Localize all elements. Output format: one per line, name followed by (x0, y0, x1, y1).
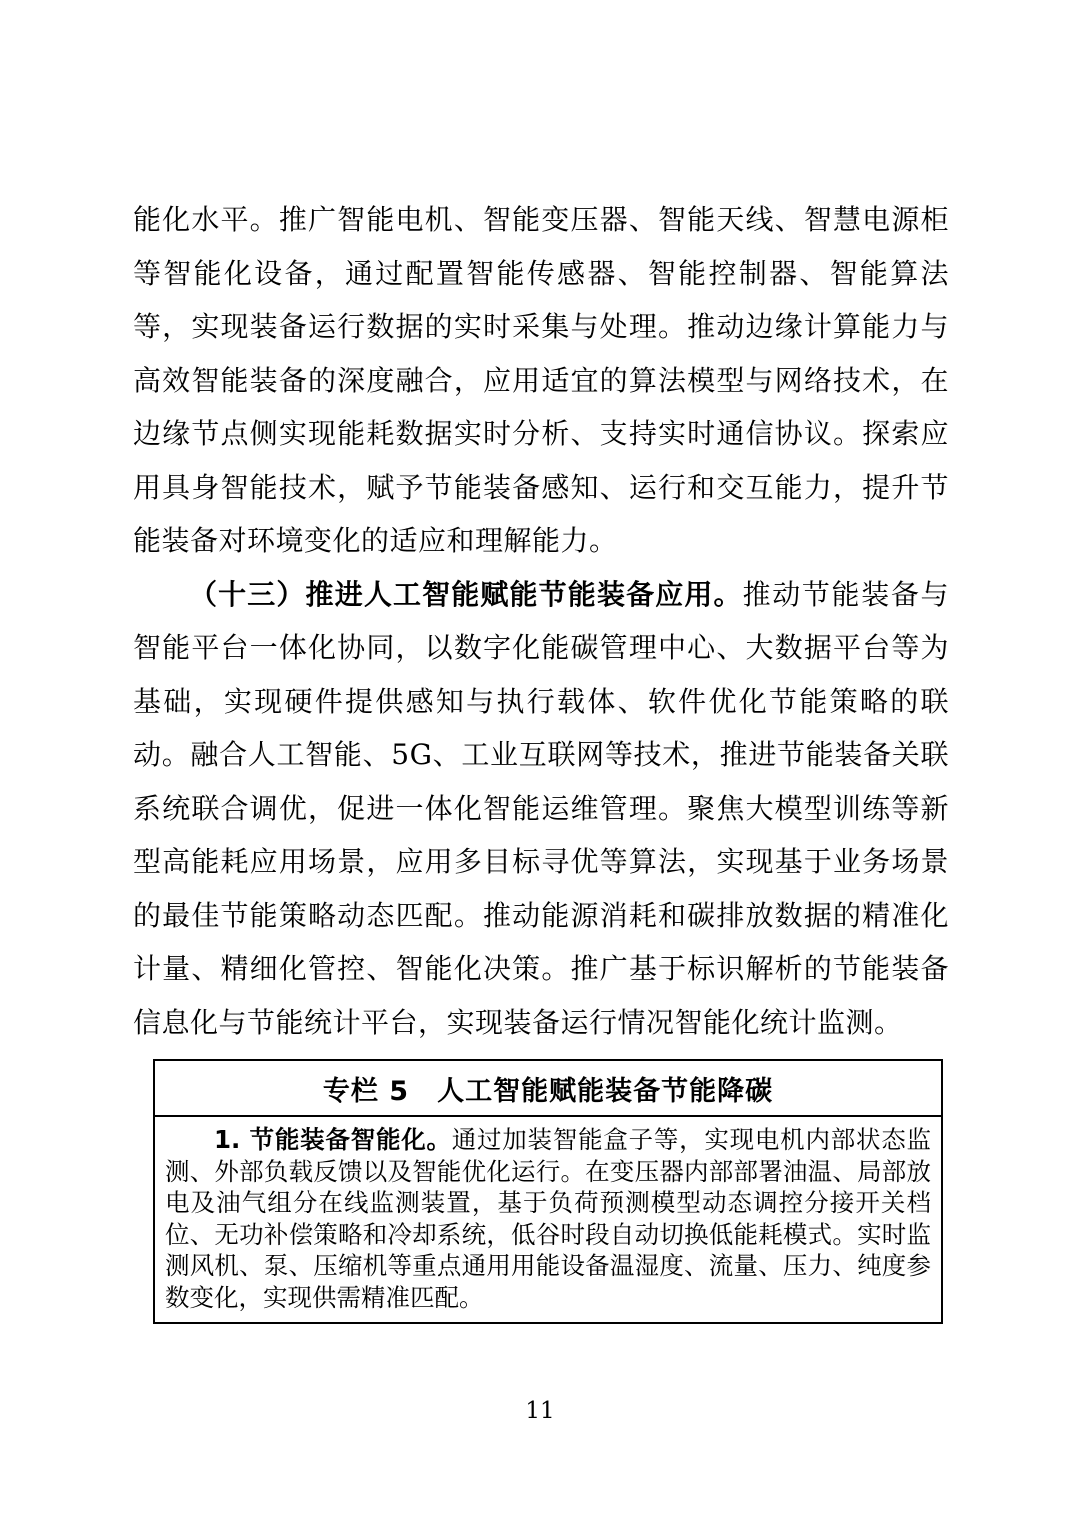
column-box-title: 专栏 5 人工智能赋能装备节能降碳 (155, 1061, 941, 1117)
page-number: 11 (525, 1398, 555, 1424)
paragraph-text: 推动节能装备与智能平台一体化协同，以数字化能碳管理中心、大数据平台等为基础，实现硬件提供感知与执行载体、软件优化节能策略的联动。融合人工智能、5G、工业互联网等技术，推进节能装备关联系统联合调优，促进一体化智能运维管理。聚焦大模型训练等新型高能耗应用场景，应用多目标寻优等算法，实现基于业务场景的最佳节能策略动态匹配。推动能源消耗和碳排放数据的精准化计量、精细化管控、智能化决策。推广基于标识解析的节能装备信息化与节能统计平台，实现装备运行情况智能化统计监测。 (133, 577, 949, 1039)
box-item-text: 通过加装智能盒子等，实现电机内部状态监测、外部负载反馈以及智能优化运行。在变压器内部部署油温、局部放电及油气组分在线监测装置，基于负荷预测模型动态调控分接开关档位、无功补偿策略和冷却系统，低谷时段自动切换低能耗模式。实时监测风机、泵、压缩机等重点通用用能设备温湿度、流量、压力、纯度参数变化，实现供需精准匹配。 (165, 1125, 932, 1312)
paragraph-lead-bold: （十三）推进人工智能赋能节能装备应用。 (189, 577, 743, 611)
column-box-5 (153, 1059, 943, 1324)
column-box-body (155, 1117, 941, 1322)
paragraph-text: 能化水平。推广智能电机、智能变压器、智能天线、智慧电源柜等智能化设备，通过配置智能传感器、智能控制器、智能算法等，实现装备运行数据的实时采集与处理。推动边缘计算能力与高效智能装备的深度融合，应用适宜的算法模型与网络技术，在边缘节点侧实现能耗数据实时分析、支持实时通信协议。探索应用具身智能技术，赋予节能装备感知、运行和交互能力，提升节能装备对环境变化的适应和理解能力。 (133, 203, 949, 557)
box-item-lead-bold: 1. 节能装备智能化。 (214, 1125, 452, 1154)
paragraph-continuation (133, 193, 949, 568)
page-content (133, 193, 949, 1324)
paragraph-item-13 (133, 568, 949, 1050)
